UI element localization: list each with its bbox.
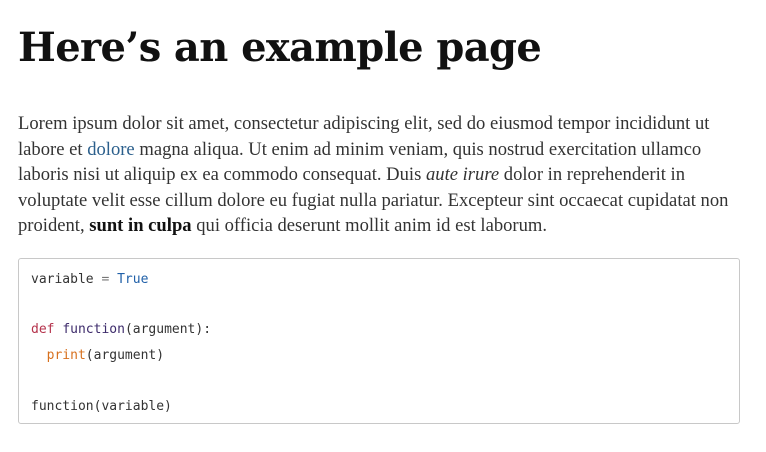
- paragraph-text-2: magna aliqua. Ut enim ad minim veniam, quis nostrud exercitation ullamco laboris nisi ut aliquip ex ea commodo consequat. Duis: [18, 138, 702, 185]
- code-operator: =: [93, 272, 118, 287]
- paragraph-text-1: Lorem ipsum dolor sit amet, consectetur adipiscing elit, sed do eiusmod tempor incididunt ut labore et: [18, 113, 710, 160]
- code-variable: variable: [31, 272, 94, 287]
- dolore-link[interactable]: dolore: [87, 138, 135, 160]
- code-block: [18, 258, 740, 424]
- italic-text: aute irure: [425, 164, 500, 185]
- code-call: function(variable): [31, 399, 172, 414]
- code-line-4: [31, 398, 172, 416]
- code-keyword: def: [31, 322, 55, 337]
- code-indent: [31, 348, 47, 363]
- bold-text: sunt in culpa: [89, 215, 192, 236]
- paragraph-text-3: dolor in reprehenderit in voluptate velit esse cillum dolore eu fugiat nulla pariatur. Excepteur sint occaecat cupidatat non proident,: [18, 164, 729, 236]
- body-paragraph: [18, 111, 746, 239]
- code-line-2: [31, 321, 211, 339]
- code-function-name: function: [62, 322, 125, 337]
- code-def-args: (argument):: [124, 322, 212, 337]
- code-boolean: True: [117, 272, 149, 287]
- code-line-1: [31, 271, 148, 289]
- page-title: Here’s an example page: [18, 24, 542, 71]
- code-line-3: [31, 347, 164, 365]
- page-content: [18, 0, 746, 414]
- code-builtin: print: [46, 348, 86, 363]
- paragraph-text-4: qui officia deserunt mollit anim id est laborum.: [191, 215, 548, 236]
- code-print-args: (argument): [85, 348, 165, 363]
